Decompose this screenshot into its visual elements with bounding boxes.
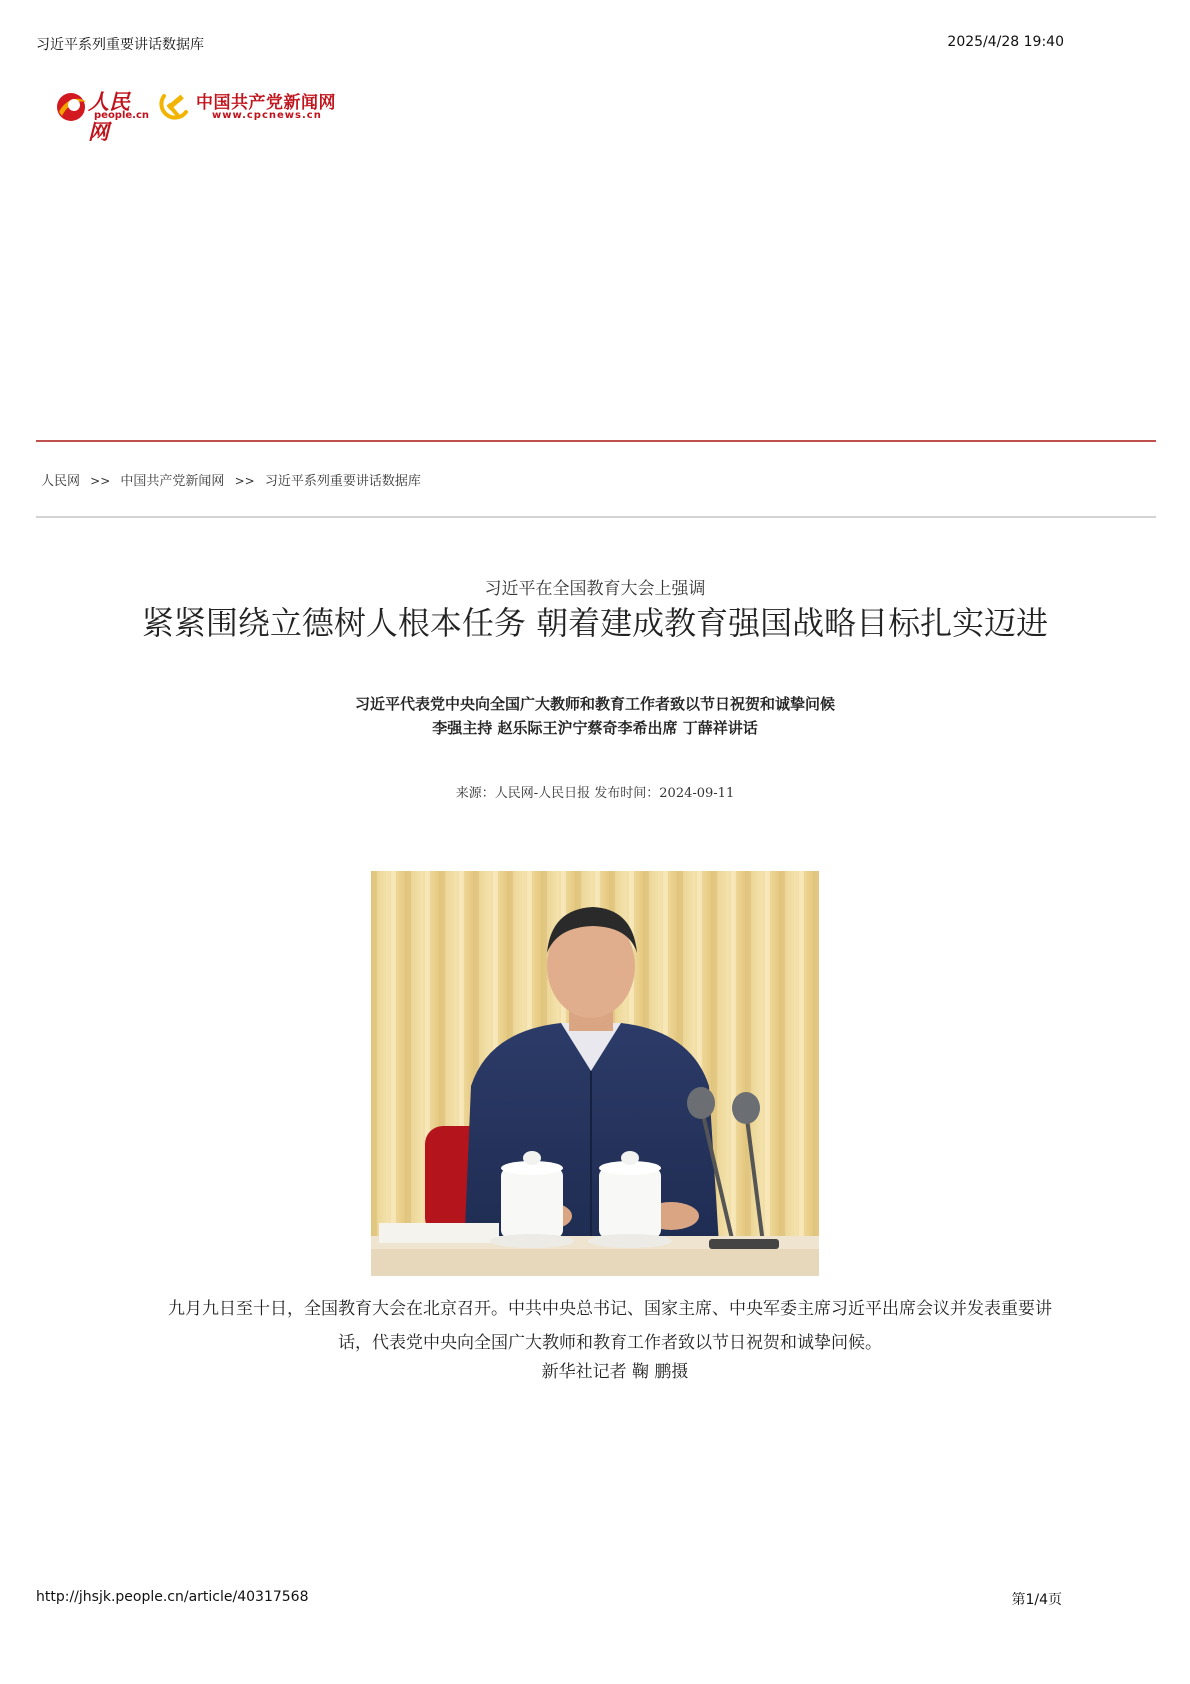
- breadcrumb-separator: >>: [90, 474, 111, 488]
- article-source-meta: 来源：人民网-人民日报 发布时间：2024-09-11: [455, 786, 735, 801]
- print-header-timestamp: 2025/4/28 19:40: [947, 34, 1064, 50]
- cpc-news-logo[interactable]: [156, 84, 352, 128]
- cpc-news-logo-wordmark: 中国共产党新闻网: [196, 93, 336, 113]
- hammer-sickle-icon: [158, 90, 192, 124]
- print-footer-page-number: 第1/4页: [1011, 1592, 1062, 1608]
- breadcrumb-link-cpc-news[interactable]: 中国共产党新闻网: [120, 474, 225, 489]
- cpc-news-logo-domain: www.cpcnews.cn: [212, 110, 322, 121]
- breadcrumb-link-people[interactable]: 人民网: [41, 474, 81, 489]
- article-photo: [371, 871, 819, 1276]
- article-kicker: 习近平在全国教育大会上强调: [484, 579, 706, 599]
- people-logo-emblem-icon: [56, 90, 88, 124]
- breadcrumb-divider: [36, 516, 1156, 518]
- breadcrumb-separator: >>: [234, 474, 255, 488]
- print-header-title: 习近平系列重要讲话数据库: [36, 37, 204, 53]
- speaker-photo: [371, 871, 819, 1276]
- article-subhead-line: 习近平代表党中央向全国广大教师和教育工作者致以节日祝贺和诚挚问候: [354, 695, 835, 713]
- header-divider: [36, 440, 1156, 442]
- people-logo[interactable]: [56, 86, 150, 144]
- people-logo-domain: people.cn: [94, 110, 150, 121]
- photo-caption: 九月九日至十日，全国教育大会在北京召开。中共中央总书记、国家主席、中央军委主席习近平出席会议并发表重要讲话，代表党中央向全国广大教师和教育工作者致以节日祝贺和诚挚问候。: [168, 1299, 1052, 1353]
- print-footer-url: http://jhsjk.people.cn/article/40317568: [36, 1589, 309, 1605]
- photo-credit: 新华社记者 鞠 鹏摄: [541, 1362, 689, 1382]
- article-subhead: [0, 692, 1190, 740]
- article-headline: 紧紧围绕立德树人根本任务 朝着建成教育强国战略目标扎实迈进: [141, 604, 1049, 642]
- article-subhead-line: 李强主持 赵乐际王沪宁蔡奇李希出席 丁薛祥讲话: [432, 719, 758, 737]
- people-logo-wordmark: 人民网: [88, 89, 130, 144]
- breadcrumb: [41, 470, 425, 489]
- breadcrumb-link-speech-database[interactable]: 习近平系列重要讲话数据库: [264, 474, 421, 489]
